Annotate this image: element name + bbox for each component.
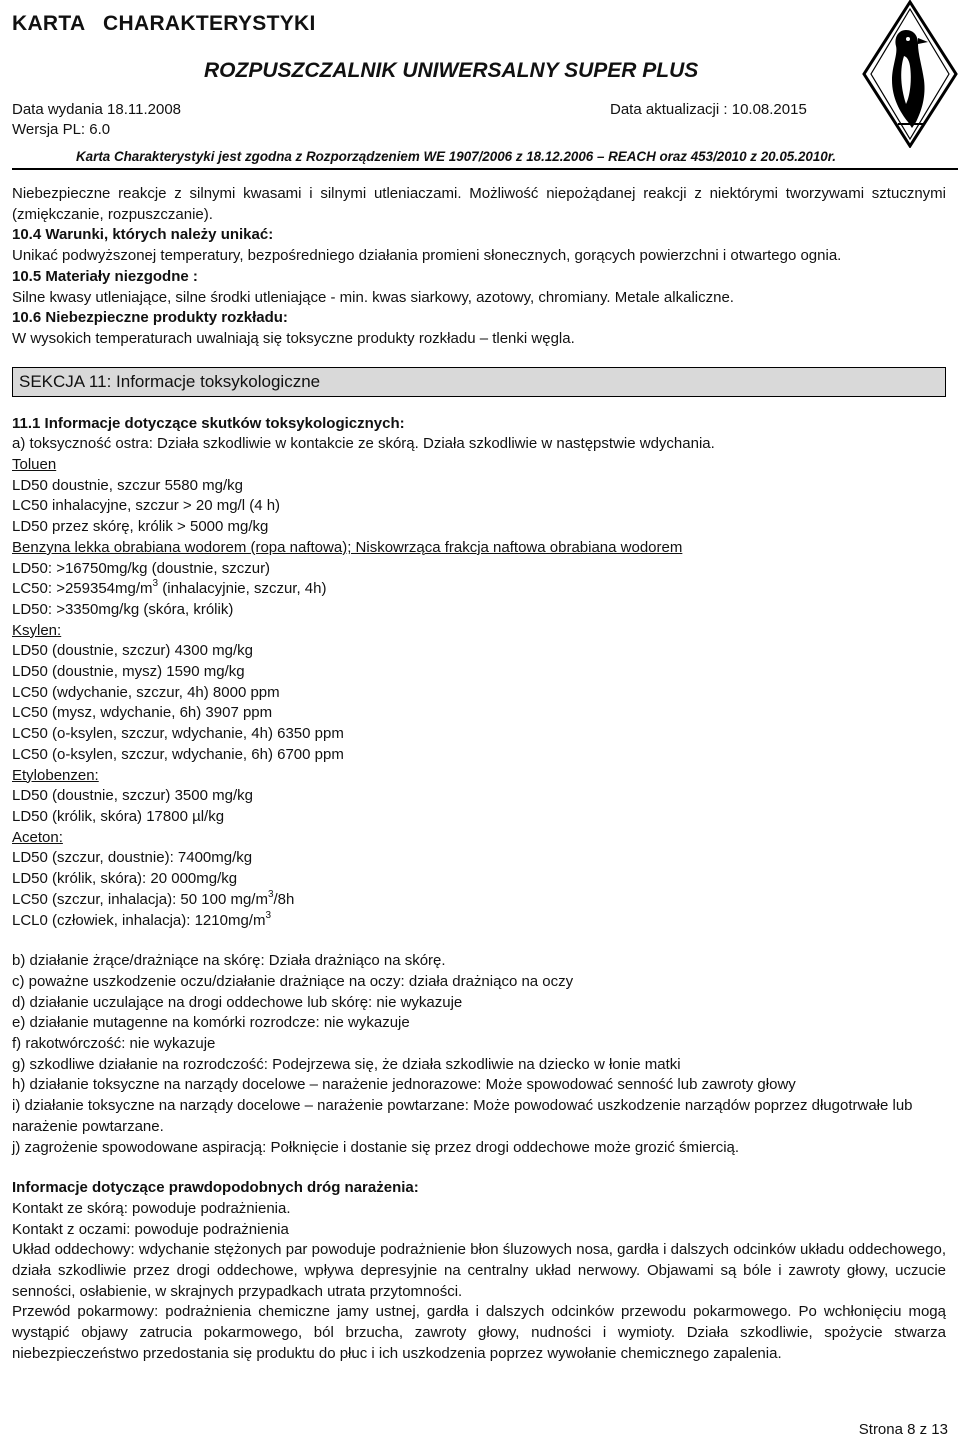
exposure-item: Przewód pokarmowy: podrażnienia chemiczne jamy ustnej, gardła i dalszych odcinków przewodu pokarmowego. Po wchłonięciu mogą wystąpić objawy zatrucia pokarmowego, ból brzucha, zawroty głowy, nudności i wymioty. Działa szkodliwie, spożycie stwarza niebezpieczeństwo przedostania się produktu do płuc i ich uszkodzenia poprzez wywołanie chemicznego zapalenia. — [12, 1303, 946, 1362]
tox-value-rest: (inhalacyjnie, szczur, 4h) — [158, 580, 327, 598]
effect-item: h) działanie toksyczne na narządy docelowe – narażenie jednorazowe: Może spowodować senność lub zawroty głowy — [12, 1076, 796, 1094]
update-date: Data aktualizacji : 10.08.2015 — [610, 101, 807, 118]
tox-value — [12, 890, 946, 911]
section-11-1-heading: 11.1 Informacje dotyczące skutków toksykologicznych: — [12, 414, 405, 432]
tox-value: LC50 (o-ksylen, szczur, wdychanie, 4h) 6350 ppm — [12, 725, 344, 743]
substance-name-acetone: Aceton: — [12, 828, 63, 846]
regulation-note: Karta Charakterystyki jest zgodna z Rozporządzeniem WE 1907/2006 z 18.12.2006 – REACH oraz 453/2010 z 20.05.2010r. — [76, 149, 836, 164]
effect-item: f) rakotwórczość: nie wykazuje — [12, 1035, 216, 1053]
tox-value: LC50 (mysz, wdychanie, 6h) 3907 ppm — [12, 704, 273, 722]
substance-name-naphtha: Benzyna lekka obrabiana wodorem (ropa naftowa); Niskowrząca frakcja naftowa obrabiana wodorem — [12, 538, 683, 556]
substance-name-xylene: Ksylen: — [12, 621, 62, 639]
superscript: 3 — [267, 888, 274, 900]
effect-item: d) działanie uczulające na drogi oddechowe lub skórę: nie wykazuje — [12, 993, 463, 1011]
superscript: 3 — [152, 578, 159, 590]
section-11-title: SEKCJA 11: Informacje toksykologiczne — [12, 367, 946, 397]
tox-value — [12, 911, 946, 932]
effect-item: e) działanie mutagenne na komórki rozrodcze: nie wykazuje — [12, 1014, 410, 1032]
spacer — [12, 931, 946, 951]
tox-value: LD50 (szczur, doustnie): 7400mg/kg — [12, 849, 253, 867]
tox-value: LD50 doustnie, szczur 5580 mg/kg — [12, 476, 243, 494]
tox-value: LD50 (doustnie, szczur) 3500 mg/kg — [12, 787, 253, 805]
tox-value: LD50: >3350mg/kg (skóra, królik) — [12, 600, 234, 618]
tox-value: LD50 przez skórę, królik > 5000 mg/kg — [12, 518, 269, 536]
issue-date: Data wydania 18.11.2008 — [12, 101, 182, 118]
section-10-5-heading: 10.5 Materiały niezgodne : — [12, 267, 198, 285]
tox-value-main: LC50 (szczur, inhalacja): 50 100 mg/m — [12, 890, 268, 908]
acute-toxicity: a) toksyczność ostra: Działa szkodliwie w kontakcie ze skórą. Działa szkodliwie w następstwie wdychania. — [12, 435, 715, 453]
section-10-6-heading: 10.6 Niebezpieczne produkty rozkładu: — [12, 309, 288, 327]
spacer — [12, 1158, 946, 1178]
tox-value-main: LC50: >259354mg/m — [12, 580, 153, 598]
tox-value: LD50 (królik, skóra): 20 000mg/kg — [12, 870, 238, 888]
superscript: 3 — [265, 909, 272, 921]
reactions-text: Niebezpieczne reakcje z silnymi kwasami i silnymi utleniaczami. Możliwość niepożądanej reakcji z niektórymi tworzywami sztucznymi (zmiękczanie, rozpuszczanie). — [12, 185, 946, 223]
section-10-5-text: Silne kwasy utleniające, silne środki utleniające - min. kwas siarkowy, azotowy, chromiany. Metale alkaliczne. — [12, 288, 734, 306]
tox-value: LC50 (o-ksylen, szczur, wdychanie, 6h) 6700 ppm — [12, 745, 344, 763]
tox-value: LD50: >16750mg/kg (doustnie, szczur) — [12, 559, 271, 577]
tox-value: LD50 (królik, skóra) 17800 µl/kg — [12, 807, 225, 825]
page-number: Strona 8 z 13 — [858, 1421, 948, 1438]
exposure-item: Układ oddechowy: wdychanie stężonych par powoduje podrażnienie błon śluzowych nosa, gardła i dalszych odcinków układu oddechowego, działa szkodliwie przez drogi oddechowe, wpływa depresyjnie na centralny układ nerwowy. Objawami są bóle i zawroty głowy, uczucie senności, osłabienie, w skrajnych przypadkach utrata przytomności. — [12, 1241, 946, 1300]
section-10-6-text: W wysokich temperaturach uwalniają się toksyczne produkty rozkładu – tlenki węgla. — [12, 329, 575, 347]
exposure-heading: Informacje dotyczące prawdopodobnych dróg narażenia: — [12, 1179, 419, 1197]
exposure-item: Kontakt z oczami: powoduje podrażnienia — [12, 1220, 289, 1238]
effect-item: i) działanie toksyczne na narządy docelowe – narażenie powtarzane: Może powodować uszkodzenie narządów poprzez długotrwałe lub narażenie powtarzane. — [12, 1097, 913, 1135]
tox-value: LD50 (doustnie, szczur) 4300 mg/kg — [12, 642, 253, 660]
document-title: KARTA CHARAKTERYSTYKI — [12, 12, 316, 35]
tox-value-main: LCL0 (człowiek, inhalacja): 1210mg/m — [12, 911, 266, 929]
document-body — [12, 184, 946, 1365]
tox-value: LC50 inhalacyjne, szczur > 20 mg/l (4 h) — [12, 497, 281, 515]
substance-name-ethylbenzene: Etylobenzen: — [12, 766, 99, 784]
exposure-item: Kontakt ze skórą: powoduje podrażnienia. — [12, 1199, 291, 1217]
tox-value-rest: /8h — [273, 890, 295, 908]
document-header — [12, 0, 960, 170]
tox-value: LC50 (wdychanie, szczur, 4h) 8000 ppm — [12, 683, 280, 701]
product-name: ROZPUSZCZALNIK UNIWERSALNY SUPER PLUS — [204, 59, 699, 82]
tox-value: LD50 (doustnie, mysz) 1590 mg/kg — [12, 663, 245, 681]
effect-item: j) zagrożenie spowodowane aspiracją: Połknięcie i dostanie się przez drogi oddechowe może grozić śmiercią. — [12, 1138, 740, 1156]
effect-item: c) poważne uszkodzenie oczu/działanie drażniące na oczy: działa drażniąco na oczy — [12, 972, 574, 990]
version-label: Wersja PL: 6.0 — [12, 121, 111, 138]
section-10-4-heading: 10.4 Warunki, których należy unikać: — [12, 226, 274, 244]
header-divider — [12, 168, 958, 170]
tox-value — [12, 579, 946, 600]
section-10-4-text: Unikać podwyższonej temperatury, bezpośredniego działania promieni słonecznych, gorących powierzchni i otwartego ognia. — [12, 247, 842, 265]
effect-item: b) działanie żrące/drażniące na skórę: Działa drażniąco na skórę. — [12, 952, 446, 970]
effect-item: g) szkodliwe działanie na rozrodczość: Podejrzewa się, że działa szkodliwie na dziecko w łonie matki — [12, 1055, 681, 1073]
bird-logo-icon — [862, 0, 958, 148]
substance-name-toluene: Toluen — [12, 456, 57, 474]
